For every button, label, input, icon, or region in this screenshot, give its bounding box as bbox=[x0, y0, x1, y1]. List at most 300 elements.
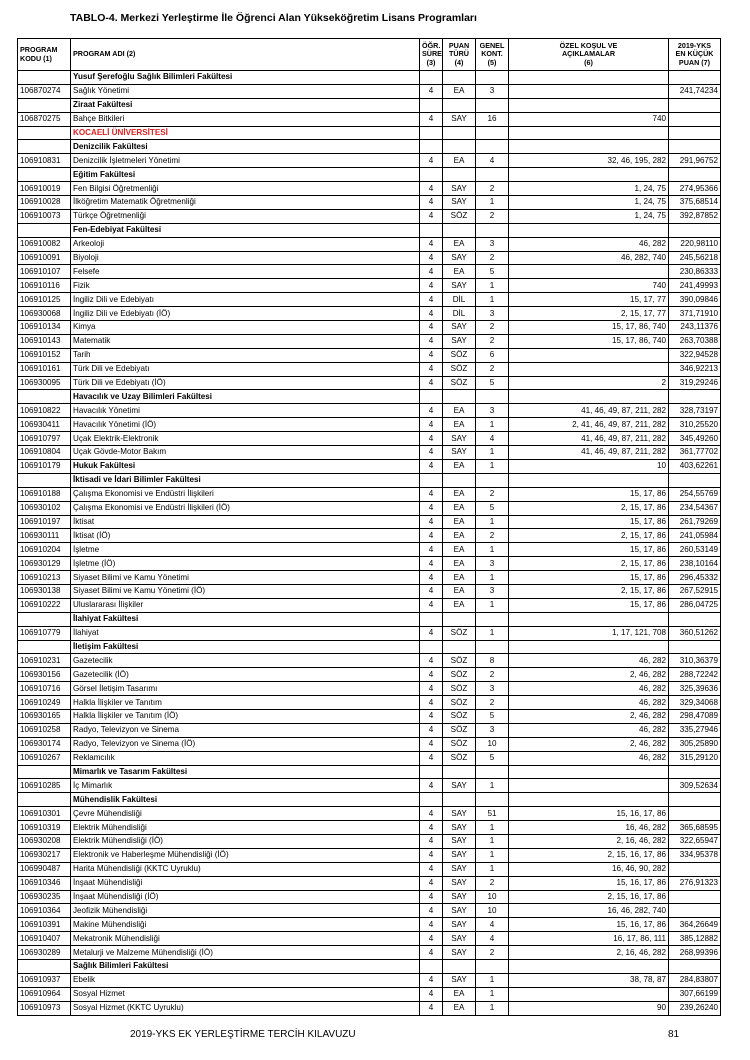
program-code: 106930208 bbox=[18, 834, 71, 848]
quota: 1 bbox=[476, 1001, 509, 1015]
duration: 4 bbox=[420, 987, 443, 1001]
min-score: 241,74234 bbox=[669, 84, 721, 98]
program-name: Uçak Gövde-Motor Bakım bbox=[71, 446, 420, 460]
duration: 4 bbox=[420, 571, 443, 585]
program-name: Gazetecilik (İÖ) bbox=[71, 668, 420, 682]
program-name: Felsefe bbox=[71, 265, 420, 279]
score-type: SAY bbox=[443, 973, 476, 987]
conditions: 15, 16, 17, 86 bbox=[509, 807, 669, 821]
quota: 51 bbox=[476, 807, 509, 821]
empty-cell bbox=[18, 640, 71, 654]
program-name: Gazetecilik bbox=[71, 654, 420, 668]
program-name: Çalışma Ekonomisi ve Endüstri İlişkileri bbox=[71, 487, 420, 501]
quota: 2 bbox=[476, 362, 509, 376]
programs-table bbox=[17, 38, 721, 1016]
duration: 4 bbox=[420, 418, 443, 432]
score-type: SAY bbox=[443, 334, 476, 348]
program-name: Çevre Mühendisliği bbox=[71, 807, 420, 821]
table-row bbox=[18, 834, 721, 848]
duration: 4 bbox=[420, 251, 443, 265]
score-type: SAY bbox=[443, 182, 476, 196]
duration: 4 bbox=[420, 807, 443, 821]
min-score: 291,96752 bbox=[669, 154, 721, 168]
quota: 1 bbox=[476, 515, 509, 529]
conditions: 16, 46, 90, 282 bbox=[509, 862, 669, 876]
conditions: 15, 17, 86, 740 bbox=[509, 321, 669, 335]
program-code: 106910319 bbox=[18, 821, 71, 835]
table-row bbox=[18, 807, 721, 821]
min-score: 298,47089 bbox=[669, 709, 721, 723]
score-type: EA bbox=[443, 515, 476, 529]
score-type: SÖZ bbox=[443, 709, 476, 723]
program-code: 106910152 bbox=[18, 348, 71, 362]
duration: 4 bbox=[420, 154, 443, 168]
empty-cell bbox=[420, 612, 443, 626]
quota: 5 bbox=[476, 709, 509, 723]
score-type: SAY bbox=[443, 862, 476, 876]
table-row bbox=[18, 571, 721, 585]
min-score: 392,87852 bbox=[669, 209, 721, 223]
program-name: Metalurji ve Malzeme Mühendisliği (İÖ) bbox=[71, 946, 420, 960]
program-code: 106910937 bbox=[18, 973, 71, 987]
score-type: EA bbox=[443, 987, 476, 1001]
faculty-row bbox=[18, 71, 721, 85]
program-name: Türk Dili ve Edebiyatı bbox=[71, 362, 420, 376]
empty-cell bbox=[18, 960, 71, 974]
program-code: 106910125 bbox=[18, 293, 71, 307]
empty-cell bbox=[420, 960, 443, 974]
quota: 1 bbox=[476, 987, 509, 1001]
score-type: SÖZ bbox=[443, 682, 476, 696]
conditions: 2, 16, 46, 282 bbox=[509, 834, 669, 848]
score-type: EA bbox=[443, 487, 476, 501]
program-code: 106910285 bbox=[18, 779, 71, 793]
faculty-row bbox=[18, 960, 721, 974]
quota: 2 bbox=[476, 529, 509, 543]
quota: 10 bbox=[476, 904, 509, 918]
min-score: 234,54367 bbox=[669, 501, 721, 515]
score-type: SAY bbox=[443, 848, 476, 862]
empty-cell bbox=[420, 168, 443, 182]
program-name: Hukuk Fakültesi bbox=[71, 459, 420, 473]
quota: 1 bbox=[476, 834, 509, 848]
program-name: Elektronik ve Haberleşme Mühendisliği (İÖ) bbox=[71, 848, 420, 862]
score-type: SAY bbox=[443, 196, 476, 210]
duration: 4 bbox=[420, 209, 443, 223]
empty-cell bbox=[509, 612, 669, 626]
program-name: Siyaset Bilimi ve Kamu Yönetimi (İÖ) bbox=[71, 584, 420, 598]
faculty-name: İktisadi ve İdari Bilimler Fakültesi bbox=[71, 473, 420, 487]
table-row bbox=[18, 723, 721, 737]
conditions: 1, 24, 75 bbox=[509, 196, 669, 210]
quota: 1 bbox=[476, 848, 509, 862]
conditions: 15, 17, 86 bbox=[509, 571, 669, 585]
conditions: 1, 17, 121, 708 bbox=[509, 626, 669, 640]
score-type: SAY bbox=[443, 446, 476, 460]
table-row bbox=[18, 348, 721, 362]
duration: 4 bbox=[420, 696, 443, 710]
program-name: Arkeoloji bbox=[71, 237, 420, 251]
quota: 2 bbox=[476, 876, 509, 890]
min-score: 365,68595 bbox=[669, 821, 721, 835]
duration: 4 bbox=[420, 446, 443, 460]
duration: 4 bbox=[420, 279, 443, 293]
score-type: SÖZ bbox=[443, 751, 476, 765]
col-header-quota: GENEL KONT. (5) bbox=[476, 39, 509, 71]
empty-cell bbox=[509, 140, 669, 154]
conditions bbox=[509, 779, 669, 793]
table-row bbox=[18, 459, 721, 473]
program-code: 106910973 bbox=[18, 1001, 71, 1015]
program-name: Türkçe Öğretmenliği bbox=[71, 209, 420, 223]
score-type: DİL bbox=[443, 307, 476, 321]
duration: 4 bbox=[420, 321, 443, 335]
program-code: 106910364 bbox=[18, 904, 71, 918]
conditions: 32, 46, 195, 282 bbox=[509, 154, 669, 168]
min-score: 364,26649 bbox=[669, 918, 721, 932]
program-code: 106910301 bbox=[18, 807, 71, 821]
score-type: EA bbox=[443, 1001, 476, 1015]
empty-cell bbox=[18, 793, 71, 807]
duration: 4 bbox=[420, 932, 443, 946]
faculty-row bbox=[18, 612, 721, 626]
duration: 4 bbox=[420, 876, 443, 890]
table-row bbox=[18, 529, 721, 543]
quota: 2 bbox=[476, 334, 509, 348]
table-row bbox=[18, 84, 721, 98]
conditions: 41, 46, 49, 87, 211, 282 bbox=[509, 404, 669, 418]
program-code: 106930102 bbox=[18, 501, 71, 515]
program-code: 106910197 bbox=[18, 515, 71, 529]
score-type: SÖZ bbox=[443, 376, 476, 390]
faculty-name: Ziraat Fakültesi bbox=[71, 98, 420, 112]
table-row bbox=[18, 848, 721, 862]
program-code: 106910249 bbox=[18, 696, 71, 710]
duration: 4 bbox=[420, 862, 443, 876]
program-code: 106930111 bbox=[18, 529, 71, 543]
table-row bbox=[18, 209, 721, 223]
conditions: 10 bbox=[509, 459, 669, 473]
quota: 1 bbox=[476, 626, 509, 640]
conditions: 46, 282 bbox=[509, 723, 669, 737]
quota: 1 bbox=[476, 459, 509, 473]
quota: 10 bbox=[476, 890, 509, 904]
quota: 1 bbox=[476, 571, 509, 585]
program-name: Sağlık Yönetimi bbox=[71, 84, 420, 98]
min-score: 361,77702 bbox=[669, 446, 721, 460]
table-row bbox=[18, 293, 721, 307]
duration: 4 bbox=[420, 348, 443, 362]
table-row bbox=[18, 265, 721, 279]
score-type: EA bbox=[443, 543, 476, 557]
score-type: SAY bbox=[443, 279, 476, 293]
score-type: DİL bbox=[443, 293, 476, 307]
quota: 4 bbox=[476, 918, 509, 932]
empty-cell bbox=[443, 473, 476, 487]
quota: 2 bbox=[476, 668, 509, 682]
program-code: 106910143 bbox=[18, 334, 71, 348]
duration: 4 bbox=[420, 779, 443, 793]
program-name: Makine Mühendisliği bbox=[71, 918, 420, 932]
score-type: SAY bbox=[443, 904, 476, 918]
table-row bbox=[18, 779, 721, 793]
score-type: SAY bbox=[443, 834, 476, 848]
conditions: 1, 24, 75 bbox=[509, 182, 669, 196]
program-name: Sosyal Hizmet bbox=[71, 987, 420, 1001]
empty-cell bbox=[509, 960, 669, 974]
empty-cell bbox=[420, 98, 443, 112]
score-type: EA bbox=[443, 598, 476, 612]
conditions: 46, 282 bbox=[509, 237, 669, 251]
empty-cell bbox=[420, 793, 443, 807]
faculty-name: Sağlık Bilimleri Fakültesi bbox=[71, 960, 420, 974]
duration: 4 bbox=[420, 918, 443, 932]
empty-cell bbox=[509, 793, 669, 807]
conditions bbox=[509, 362, 669, 376]
program-code: 106910779 bbox=[18, 626, 71, 640]
duration: 4 bbox=[420, 737, 443, 751]
empty-cell bbox=[669, 223, 721, 237]
program-code: 106910028 bbox=[18, 196, 71, 210]
program-name: Siyaset Bilimi ve Kamu Yönetimi bbox=[71, 571, 420, 585]
empty-cell bbox=[509, 640, 669, 654]
min-score bbox=[669, 112, 721, 126]
min-score: 241,05984 bbox=[669, 529, 721, 543]
empty-cell bbox=[476, 223, 509, 237]
score-type: SAY bbox=[443, 821, 476, 835]
page-number: 81 bbox=[668, 1029, 680, 1040]
program-name: Türk Dili ve Edebiyatı (İÖ) bbox=[71, 376, 420, 390]
empty-cell bbox=[669, 140, 721, 154]
program-name: Elektrik Mühendisliği (İÖ) bbox=[71, 834, 420, 848]
empty-cell bbox=[18, 98, 71, 112]
conditions: 2, 46, 282 bbox=[509, 709, 669, 723]
quota: 2 bbox=[476, 251, 509, 265]
table-row bbox=[18, 973, 721, 987]
empty-cell bbox=[476, 71, 509, 85]
min-score: 329,34068 bbox=[669, 696, 721, 710]
program-code: 106910188 bbox=[18, 487, 71, 501]
table-row bbox=[18, 432, 721, 446]
program-code: 106910179 bbox=[18, 459, 71, 473]
score-type: SAY bbox=[443, 946, 476, 960]
empty-cell bbox=[18, 765, 71, 779]
program-name: İnşaat Mühendisliği bbox=[71, 876, 420, 890]
min-score: 243,11376 bbox=[669, 321, 721, 335]
quota: 5 bbox=[476, 751, 509, 765]
table-row bbox=[18, 362, 721, 376]
program-code: 106870275 bbox=[18, 112, 71, 126]
table-row bbox=[18, 376, 721, 390]
conditions: 1, 24, 75 bbox=[509, 209, 669, 223]
empty-cell bbox=[443, 640, 476, 654]
program-name: Radyo, Televizyon ve Sinema bbox=[71, 723, 420, 737]
empty-cell bbox=[18, 71, 71, 85]
min-score: 286,04725 bbox=[669, 598, 721, 612]
score-type: SÖZ bbox=[443, 723, 476, 737]
min-score: 284,83807 bbox=[669, 973, 721, 987]
program-code: 106910107 bbox=[18, 265, 71, 279]
score-type: SAY bbox=[443, 890, 476, 904]
program-name: Denizcilik İşletmeleri Yönetimi bbox=[71, 154, 420, 168]
conditions: 15, 17, 86 bbox=[509, 515, 669, 529]
duration: 4 bbox=[420, 404, 443, 418]
conditions: 38, 78, 87 bbox=[509, 973, 669, 987]
table-row bbox=[18, 696, 721, 710]
program-code: 106910346 bbox=[18, 876, 71, 890]
program-code: 106910091 bbox=[18, 251, 71, 265]
score-type: EA bbox=[443, 154, 476, 168]
conditions bbox=[509, 265, 669, 279]
empty-cell bbox=[669, 765, 721, 779]
min-score: 276,91323 bbox=[669, 876, 721, 890]
empty-cell bbox=[509, 98, 669, 112]
table-row bbox=[18, 932, 721, 946]
faculty-row bbox=[18, 765, 721, 779]
duration: 4 bbox=[420, 112, 443, 126]
program-name: Harita Mühendisliği (KKTC Uyruklu) bbox=[71, 862, 420, 876]
duration: 4 bbox=[420, 196, 443, 210]
conditions: 15, 16, 17, 86 bbox=[509, 918, 669, 932]
program-name: Çalışma Ekonomisi ve Endüstri İlişkileri (İÖ) bbox=[71, 501, 420, 515]
table-row bbox=[18, 251, 721, 265]
table-row bbox=[18, 821, 721, 835]
duration: 4 bbox=[420, 362, 443, 376]
table-row bbox=[18, 182, 721, 196]
min-score: 307,66199 bbox=[669, 987, 721, 1001]
program-code: 106870274 bbox=[18, 84, 71, 98]
quota: 3 bbox=[476, 723, 509, 737]
quota: 2 bbox=[476, 209, 509, 223]
empty-cell bbox=[476, 140, 509, 154]
faculty-name: İlahiyat Fakültesi bbox=[71, 612, 420, 626]
conditions: 46, 282 bbox=[509, 751, 669, 765]
quota: 2 bbox=[476, 487, 509, 501]
conditions: 16, 46, 282 bbox=[509, 821, 669, 835]
quota: 3 bbox=[476, 84, 509, 98]
empty-cell bbox=[509, 390, 669, 404]
duration: 4 bbox=[420, 237, 443, 251]
duration: 4 bbox=[420, 598, 443, 612]
duration: 4 bbox=[420, 487, 443, 501]
empty-cell bbox=[509, 223, 669, 237]
duration: 4 bbox=[420, 904, 443, 918]
col-header-name: PROGRAM ADI (2) bbox=[71, 39, 420, 71]
empty-cell bbox=[18, 223, 71, 237]
program-code: 106930095 bbox=[18, 376, 71, 390]
quota: 5 bbox=[476, 501, 509, 515]
conditions bbox=[509, 987, 669, 1001]
min-score: 305,25890 bbox=[669, 737, 721, 751]
program-name: Bahçe Bitkileri bbox=[71, 112, 420, 126]
score-type: SÖZ bbox=[443, 668, 476, 682]
min-score bbox=[669, 807, 721, 821]
program-code: 106930129 bbox=[18, 557, 71, 571]
program-code: 106910161 bbox=[18, 362, 71, 376]
program-code: 106910804 bbox=[18, 446, 71, 460]
table-row bbox=[18, 334, 721, 348]
quota: 16 bbox=[476, 112, 509, 126]
min-score: 385,12882 bbox=[669, 932, 721, 946]
table-row bbox=[18, 918, 721, 932]
empty-cell bbox=[669, 71, 721, 85]
quota: 6 bbox=[476, 348, 509, 362]
conditions: 2, 15, 16, 17, 86 bbox=[509, 848, 669, 862]
empty-cell bbox=[420, 126, 443, 140]
program-name: Tarih bbox=[71, 348, 420, 362]
score-type: SAY bbox=[443, 779, 476, 793]
program-code: 106910716 bbox=[18, 682, 71, 696]
duration: 4 bbox=[420, 376, 443, 390]
faculty-row bbox=[18, 390, 721, 404]
program-name: Havacılık Yönetimi (İÖ) bbox=[71, 418, 420, 432]
program-name: İktisat (İÖ) bbox=[71, 529, 420, 543]
min-score: 245,56218 bbox=[669, 251, 721, 265]
score-type: SAY bbox=[443, 432, 476, 446]
duration: 4 bbox=[420, 557, 443, 571]
score-type: EA bbox=[443, 529, 476, 543]
empty-cell bbox=[476, 98, 509, 112]
conditions: 2, 15, 17, 86 bbox=[509, 557, 669, 571]
conditions: 46, 282 bbox=[509, 696, 669, 710]
faculty-row bbox=[18, 793, 721, 807]
program-code: 106910204 bbox=[18, 543, 71, 557]
min-score: 325,39636 bbox=[669, 682, 721, 696]
table-row bbox=[18, 515, 721, 529]
empty-cell bbox=[443, 98, 476, 112]
score-type: EA bbox=[443, 571, 476, 585]
min-score: 274,95366 bbox=[669, 182, 721, 196]
empty-cell bbox=[476, 390, 509, 404]
program-code: 106910822 bbox=[18, 404, 71, 418]
empty-cell bbox=[509, 473, 669, 487]
min-score: 319,29246 bbox=[669, 376, 721, 390]
table-row bbox=[18, 682, 721, 696]
empty-cell bbox=[669, 793, 721, 807]
conditions: 41, 46, 49, 87, 211, 282 bbox=[509, 432, 669, 446]
duration: 4 bbox=[420, 682, 443, 696]
faculty-row bbox=[18, 98, 721, 112]
program-name: İç Mimarlık bbox=[71, 779, 420, 793]
conditions: 2, 16, 46, 282 bbox=[509, 946, 669, 960]
empty-cell bbox=[18, 168, 71, 182]
min-score: 346,92213 bbox=[669, 362, 721, 376]
faculty-name: İletişim Fakültesi bbox=[71, 640, 420, 654]
empty-cell bbox=[420, 71, 443, 85]
duration: 4 bbox=[420, 84, 443, 98]
duration: 4 bbox=[420, 946, 443, 960]
program-code: 106910116 bbox=[18, 279, 71, 293]
empty-cell bbox=[669, 168, 721, 182]
table-row bbox=[18, 321, 721, 335]
empty-cell bbox=[476, 612, 509, 626]
program-code: 106910231 bbox=[18, 654, 71, 668]
empty-cell bbox=[420, 473, 443, 487]
conditions bbox=[509, 84, 669, 98]
empty-cell bbox=[443, 960, 476, 974]
program-code: 106990487 bbox=[18, 862, 71, 876]
program-name: Matematik bbox=[71, 334, 420, 348]
program-name: İnşaat Mühendisliği (İÖ) bbox=[71, 890, 420, 904]
quota: 8 bbox=[476, 654, 509, 668]
min-score: 334,95378 bbox=[669, 848, 721, 862]
quota: 2 bbox=[476, 321, 509, 335]
conditions: 2, 15, 17, 86 bbox=[509, 529, 669, 543]
min-score: 254,55769 bbox=[669, 487, 721, 501]
score-type: EA bbox=[443, 84, 476, 98]
program-name: Jeofizik Mühendisliği bbox=[71, 904, 420, 918]
empty-cell bbox=[420, 765, 443, 779]
